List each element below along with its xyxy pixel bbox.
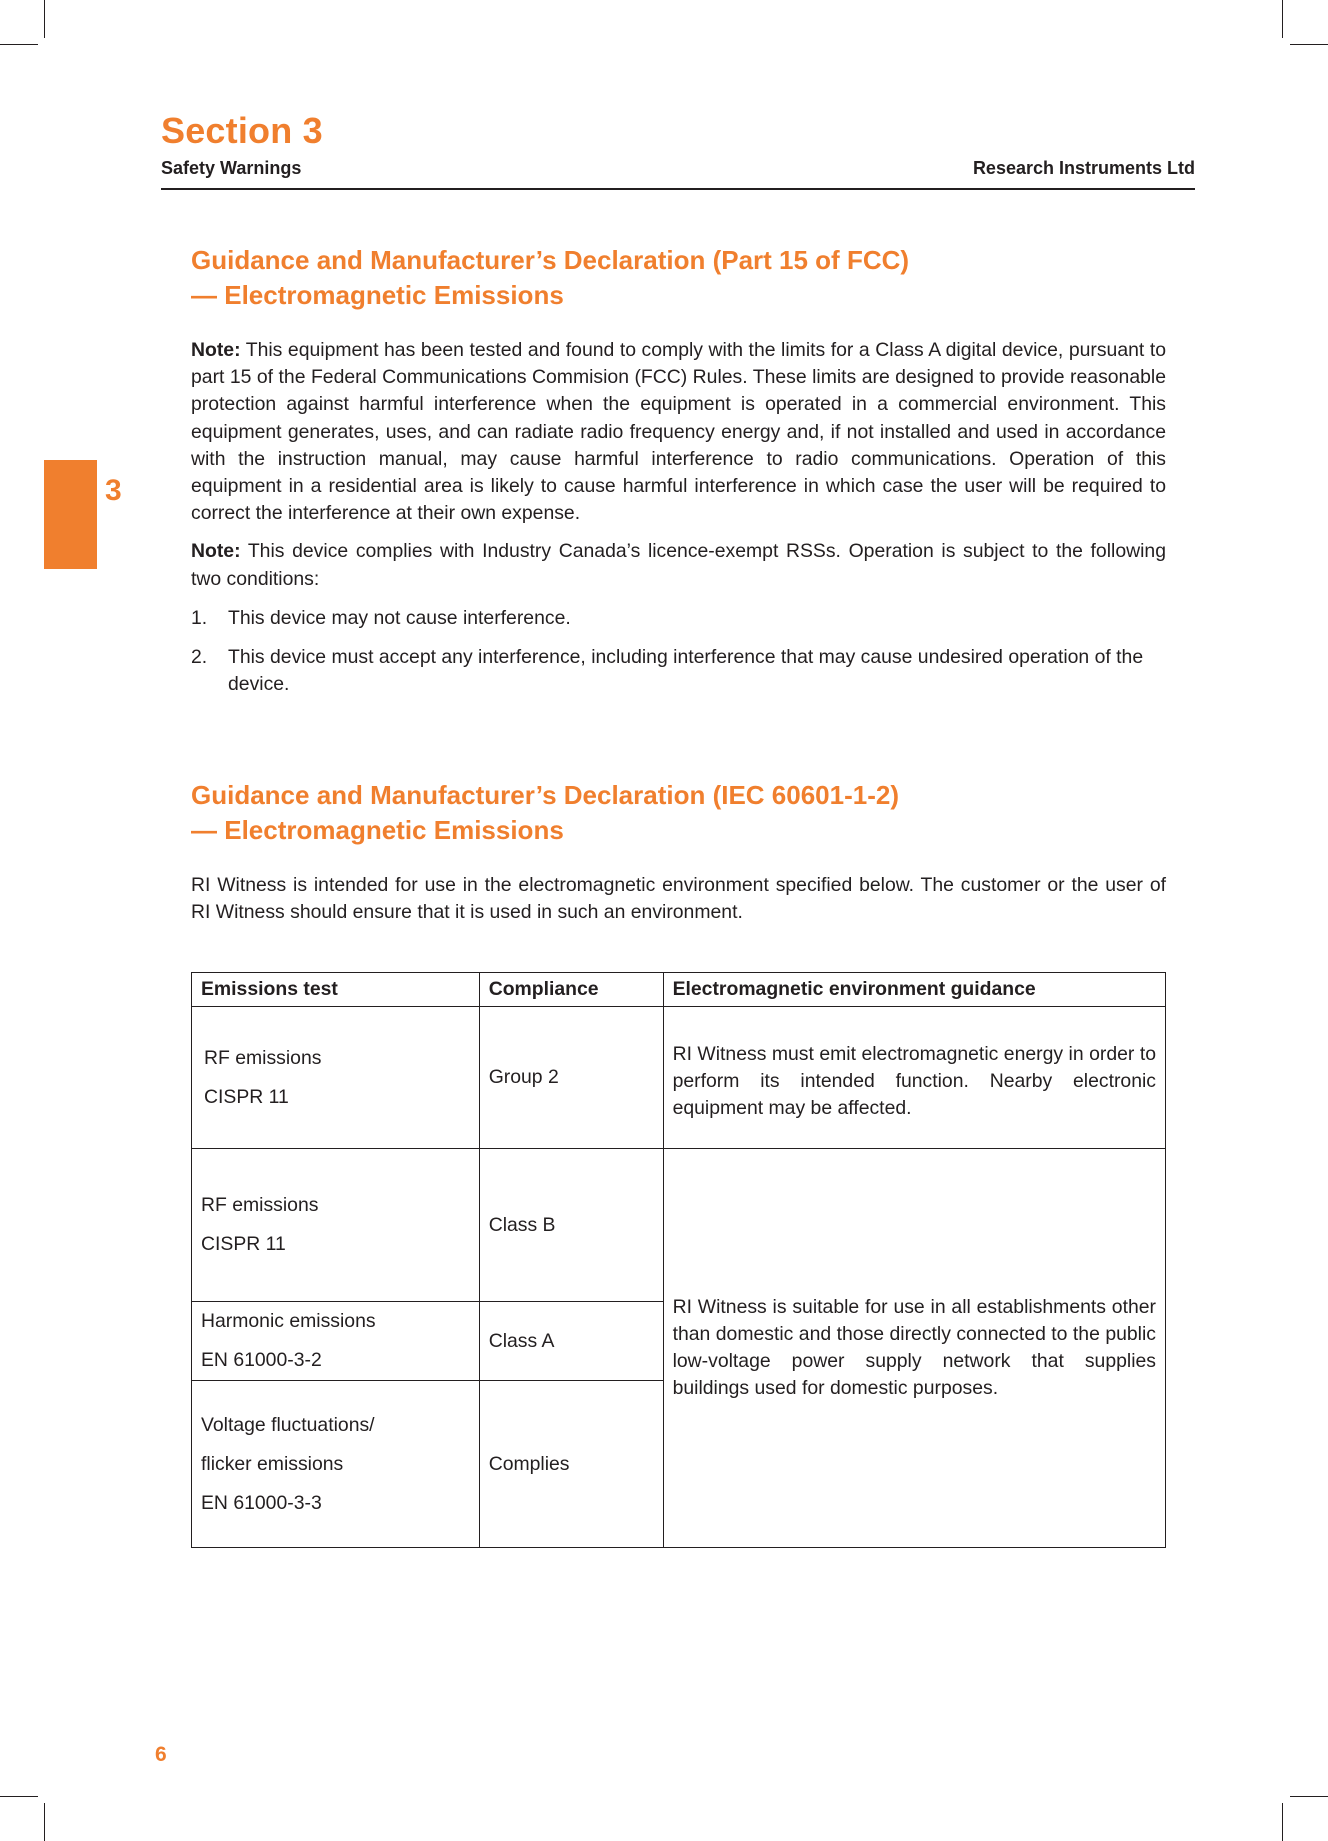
emissions-test-cell [192, 1007, 480, 1149]
condition-list-item [191, 605, 1166, 632]
table-row [192, 1007, 1166, 1149]
iec-intro: RI Witness is intended for use in the electromagnetic environment specified below. The customer or the user of RI Witness should ensure that it is used in such an environment. [191, 874, 1166, 924]
cell-line: Harmonic emissions [201, 1310, 376, 1332]
note-label: Note: [191, 540, 241, 563]
compliance-cell: Complies [479, 1381, 663, 1548]
header-divider [161, 188, 1195, 190]
emissions-test-cell [192, 1302, 480, 1381]
cell-line: EN 61000-3-3 [201, 1491, 322, 1514]
emissions-test-cell [192, 1149, 480, 1302]
section-subtitle: Safety Warnings [161, 158, 302, 178]
cell-line: flicker emissions [201, 1452, 344, 1475]
list-number: 1. [191, 606, 208, 629]
crop-mark [44, 1803, 45, 1841]
crop-mark [44, 0, 45, 38]
column-header: Emissions test [192, 973, 480, 1007]
column-header: Compliance [479, 973, 663, 1007]
crop-mark [1290, 1796, 1328, 1797]
fcc-heading [191, 243, 1166, 313]
list-number: 2. [191, 646, 208, 669]
compliance-cell: Group 2 [479, 1007, 663, 1149]
iec-heading [191, 778, 1166, 848]
compliance-cell: Class A [479, 1302, 663, 1381]
compliance-cell: Class B [479, 1149, 663, 1302]
cell-line: CISPR 11 [201, 1233, 286, 1255]
guidance-text: RI Witness must emit electromagnetic energy in order to perform its intended function. Nearby electronic equipment may be affected. [672, 1043, 1156, 1120]
page-number: 6 [155, 1743, 167, 1766]
fcc-heading-line1: Guidance and Manufacturer’s Declaration (Part 15 of FCC) [191, 245, 910, 275]
guidance-cell [663, 1149, 1165, 1548]
company-name: Research Instruments Ltd [972, 158, 1195, 178]
note-text: This device complies with Industry Canada’s licence-exempt RSSs. Operation is subject to the following two conditions: [191, 540, 1166, 590]
section-tab-number: 3 [105, 474, 122, 507]
fcc-note-1 [191, 337, 1166, 527]
table-row [192, 1149, 1166, 1302]
list-text: This device may not cause interference. [228, 606, 571, 629]
fcc-heading-line2: — Electromagnetic Emissions [191, 280, 564, 310]
note-label: Note: [191, 339, 241, 361]
fcc-section [191, 243, 1166, 698]
guidance-text: RI Witness is suitable for use in all establishments other than domestic and those directly connected to the public low-voltage power supply network that supplies buildings used for domestic purposes. [672, 1295, 1156, 1400]
crop-mark [0, 44, 38, 45]
cell-line: CISPR 11 [204, 1085, 289, 1108]
crop-mark [1282, 1803, 1283, 1841]
table-header-row [192, 973, 1166, 1007]
crop-mark [1282, 0, 1283, 38]
column-header: Electromagnetic environment guidance [663, 973, 1165, 1007]
guidance-cell [663, 1007, 1165, 1149]
iec-heading-line1: Guidance and Manufacturer’s Declaration (IEC 60601-1-2) [191, 780, 899, 810]
list-text: This device must accept any interference, including interference that may cause undesired operation of the device. [228, 646, 1144, 696]
fcc-note-2 [191, 538, 1166, 592]
note-text: This equipment has been tested and found to comply with the limits for a Class A digital device, pursuant to part 15 of the Federal Communications Commision (FCC) Rules. These limits are designed to provide reasonable protection against harmful interference when the equipment is operated in a commercial environment. This equipment generates, uses, and can radiate radio frequency energy and, if not installed and used in accordance with the instruction manual, may cause harmful interference to radio communications. Operation of this equipment in a residential area is likely to cause harmful interference in which case the user will be required to correct the interference at their own expense. [191, 339, 1166, 525]
cell-line: RF emissions [204, 1046, 322, 1069]
cell-line: RF emissions [201, 1194, 319, 1216]
section-tab-marker [44, 460, 97, 569]
iec-section [191, 778, 1166, 926]
crop-mark [1290, 44, 1328, 45]
condition-list-item [191, 644, 1166, 698]
cell-line: Voltage fluctuations/ [201, 1413, 375, 1436]
cell-line: EN 61000-3-2 [201, 1349, 322, 1371]
emissions-test-cell [192, 1381, 480, 1548]
crop-mark [0, 1796, 38, 1797]
emissions-table [191, 972, 1166, 1548]
section-title: Section 3 [161, 110, 323, 151]
iec-heading-line2: — Electromagnetic Emissions [191, 815, 564, 845]
